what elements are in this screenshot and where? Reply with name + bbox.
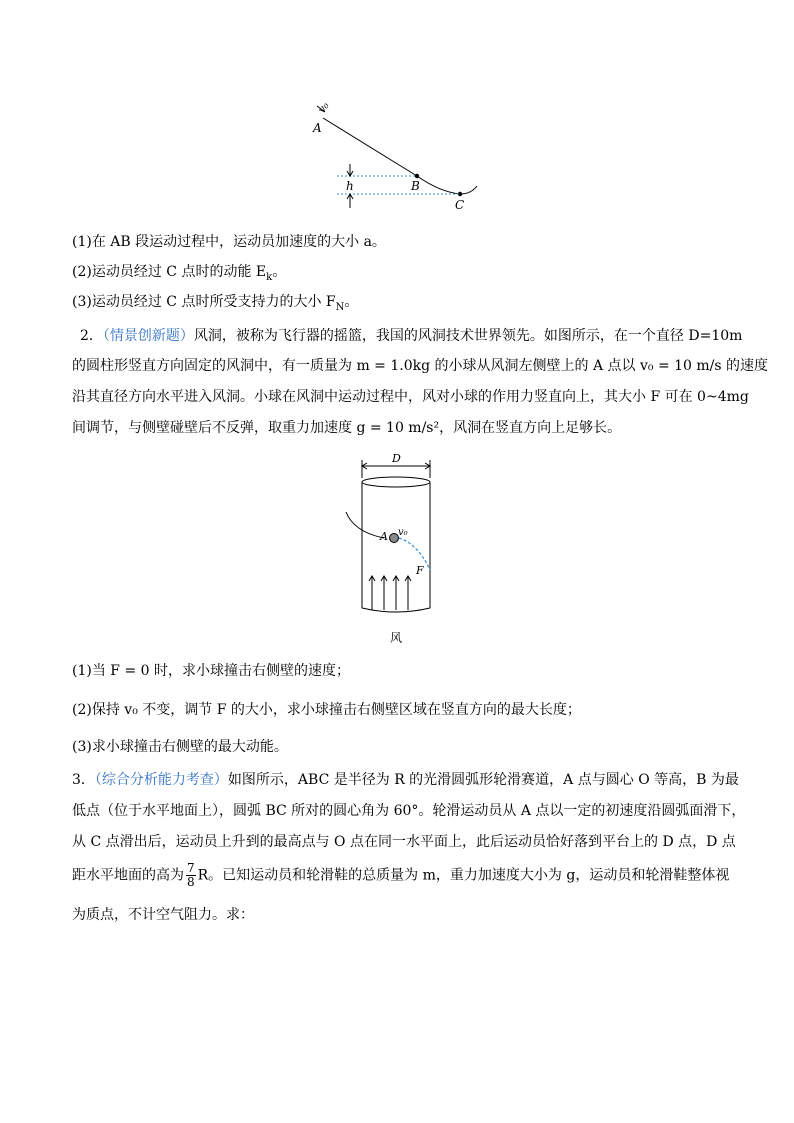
tunnel-top-ellipse <box>362 477 430 487</box>
p2-line-1: 2．（情景创新题）风洞，被称为飞行器的摇篮，我国的风洞技术世界领先。如图所示，在一个直径 D=10m <box>80 328 743 344</box>
entry-curve <box>346 512 384 538</box>
p2-question-2: (2)保持 v₀ 不变，调节 F 的大小，求小球撞击右侧壁区域在竖直方向的最大长度； <box>72 702 581 718</box>
p3-tag: （综合分析能力考查） <box>94 772 228 788</box>
label-c: C <box>455 198 465 212</box>
label-a2: A <box>380 530 388 543</box>
wind-tunnel-diagram <box>340 452 460 652</box>
curve-bc <box>417 176 477 194</box>
p2-line-4: 间调节，与侧壁碰壁后不反弹，取重力加速度 g = 10 m/s²，风洞在竖直方向上足够长。 <box>72 420 622 436</box>
p2-question-3: (3)求小球撞击右侧壁的最大动能。 <box>72 739 288 755</box>
label-v0: v₀ <box>315 99 332 116</box>
label-h: h <box>346 179 354 193</box>
label-d: D <box>392 452 401 465</box>
p3-line-4: 距水平地面的高为 $\frac{7}{8}$ R。已知运动员和轮滑鞋的总质量为 m，重力加速度大小为 g，运动员和轮滑鞋整体视 <box>72 861 730 889</box>
label-wind: 风 <box>390 631 403 645</box>
label-b: B <box>411 179 420 193</box>
p1-question-3: (3)运动员经过 C 点时所受支持力的大小 $F_N$。 <box>72 294 359 313</box>
p1-question-1: (1)在 AB 段运动过程中，运动员加速度的大小 a。 <box>72 234 386 250</box>
p3-line-5: 为质点，不计空气阻力。求： <box>72 907 254 923</box>
label-v0-2: v₀ <box>398 527 408 538</box>
fraction-7-8: $\frac{7}{8}$ <box>187 861 195 889</box>
wind-arrows <box>369 576 411 610</box>
p2-line-2: 的圆柱形竖直方向固定的风洞中，有一质量为 m = 1.0kg 的小球从风洞左侧壁上的 A 点以 v₀ = 10 m/s 的速度 <box>72 358 769 374</box>
p3-line-3: 从 C 点滑出后，运动员上升到的最高点与 O 点在同一水平面上，此后运动员恰好落到平台上的 D 点，D 点 <box>72 834 736 850</box>
p2-question-1: (1)当 F = 0 时，求小球撞击右侧壁的速度； <box>72 663 350 679</box>
p2-line-3: 沿其直径方向水平进入风洞。小球在风洞中运动过程中，风对小球的作用力竖直向上，其大小 F 可在 0~4mg <box>72 389 749 405</box>
p3-line-2: 低点（位于水平地面上），圆弧 BC 所对的圆心角为 60°。轮滑运动员从 A 点以一定的初速度沿圆弧面滑下， <box>72 803 746 819</box>
trajectory-dashed <box>399 538 430 570</box>
slope-diagram <box>305 96 485 216</box>
slope-line <box>323 118 417 176</box>
label-f: F <box>416 564 424 577</box>
p3-line-1: 3．（综合分析能力考查）如图所示，ABC 是半径为 R 的光滑圆弧形轮滑赛道，A 点与圆心 O 等高，B 为最 <box>72 772 739 788</box>
p1-question-2: (2)运动员经过 C 点时的动能 $E_k$。 <box>72 264 287 283</box>
p2-tag: （情景创新题） <box>102 328 194 344</box>
label-a: A <box>313 121 322 135</box>
